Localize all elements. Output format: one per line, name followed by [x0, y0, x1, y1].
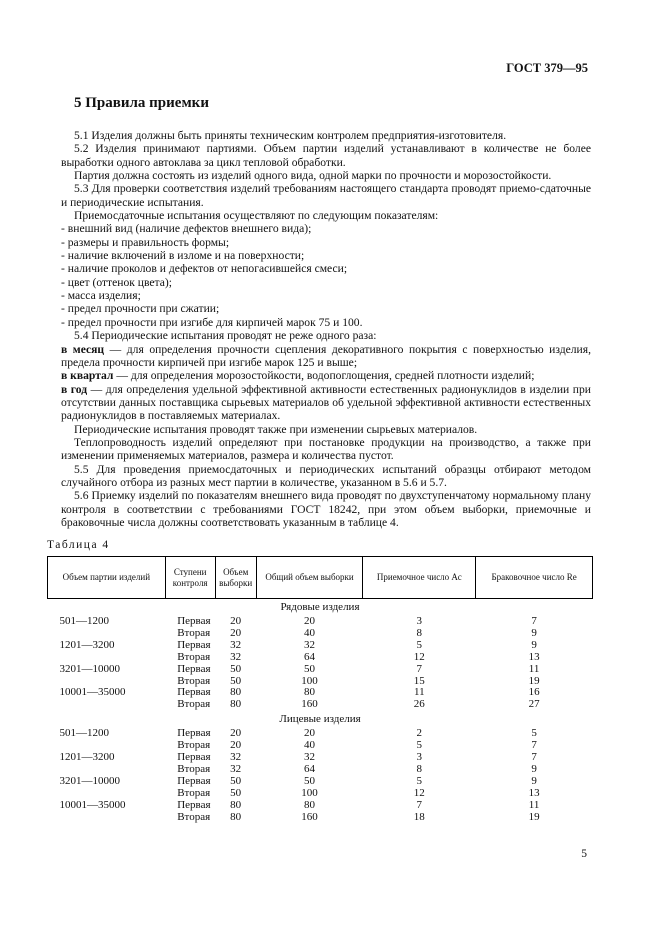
table-cell: 9 — [531, 638, 537, 651]
period-item — [61, 383, 591, 423]
table-cell: 20 — [304, 727, 316, 740]
paragraph: Периодические испытания проводят также при изменении сырьевых материалов. — [74, 422, 478, 436]
paragraph: 5.2 Изделия принимают партиями. Объем партии изделий устанавливают в количестве не более выработки одного автоклава за цикл тепловой обработки. — [61, 142, 591, 169]
table-cell: Первая — [177, 727, 211, 740]
table-cell: 501—1200 — [59, 615, 109, 627]
table-cell: 2 — [416, 727, 423, 740]
table-cell: 50 — [230, 774, 242, 787]
paragraph: Приемосдаточные испытания осуществляют по следующим показателям: — [74, 209, 439, 223]
list-item: - наличие включений в изломе и на поверхности; — [61, 249, 305, 263]
table-cell: 3 — [416, 615, 423, 627]
table-row — [48, 687, 593, 699]
table-cell: Первая — [177, 774, 211, 787]
table-cell: Первая — [177, 751, 211, 764]
table-cell: 32 — [230, 762, 242, 775]
list-item: - размеры и правильность формы; — [61, 235, 230, 249]
table-cell: Первая — [177, 615, 211, 627]
table-cell: 5 — [416, 739, 423, 752]
period-item — [61, 369, 591, 382]
table-cell: 9 — [531, 762, 537, 775]
table-cell: 20 — [304, 615, 316, 627]
table-cell: 11 — [414, 686, 425, 699]
table-caption: Таблица 4 — [47, 539, 110, 551]
table-cell: 26 — [413, 698, 425, 711]
group-label: Лицевые изделия — [279, 713, 361, 726]
list-item: - наличие проколов и дефектов от непогасившейся смеси; — [61, 262, 348, 276]
table-cell: 64 — [304, 762, 316, 775]
table-row — [48, 616, 593, 628]
table-row — [48, 664, 593, 676]
table-row — [48, 628, 593, 640]
table-cell: 3201—10000 — [59, 774, 120, 787]
paragraph: Теплопроводность изделий определяют при постановке продукции на производство, а также при изменении применяемых материалов, размера и количества пустот. — [61, 435, 591, 463]
table-cell: Первая — [177, 638, 211, 651]
table-cell: 100 — [301, 786, 318, 799]
table-cell: Вторая — [177, 786, 211, 799]
table-cell: Вторая — [177, 762, 211, 775]
table-cell: 3 — [416, 751, 423, 764]
table-cell: 40 — [304, 626, 316, 639]
table-row — [48, 752, 593, 764]
table-cell: 7 — [531, 615, 537, 627]
table-row — [48, 652, 593, 664]
table-cell: 12 — [413, 786, 425, 799]
list-item: - предел прочности при изгибе для кирпичей марок 75 и 100. — [61, 315, 363, 329]
table-cell: 19 — [528, 674, 540, 687]
column-header: Объем выборки — [215, 557, 256, 599]
table-cell: 160 — [301, 698, 318, 711]
table-cell: 5 — [416, 638, 423, 651]
period-term: в месяц — [61, 342, 105, 356]
page-number: 5 — [581, 848, 587, 860]
table-cell: 11 — [528, 798, 540, 811]
body-text — [61, 129, 591, 529]
table-cell: Вторая — [177, 626, 211, 639]
table-cell: 18 — [413, 810, 425, 823]
table-cell: 27 — [528, 698, 540, 711]
section-title: 5 Правила приемки — [74, 95, 209, 111]
table-row — [48, 640, 593, 652]
paragraph: 5.4 Периодические испытания проводят не реже одного раза: — [74, 329, 377, 343]
group-row — [48, 599, 593, 617]
table-cell: 1201—3200 — [59, 751, 115, 764]
period-text: — для определения прочности сцепления декоративного покрытия с поверхностью изделия, предела прочности кирпичей при изгибе марок 125 и выше; — [61, 342, 591, 369]
group-label: Рядовые изделия — [48, 599, 593, 617]
table-cell: 20 — [230, 727, 242, 740]
table-row — [48, 788, 593, 800]
table-row — [48, 699, 593, 711]
list-item: - масса изделия; — [61, 289, 141, 303]
table-cell: Первая — [177, 662, 211, 675]
table-cell: 7 — [531, 751, 537, 764]
table-cell: 5 — [531, 727, 537, 740]
table-row — [48, 776, 593, 788]
table-cell: 80 — [230, 798, 242, 811]
table-row — [48, 740, 593, 752]
table-cell: 501—1200 — [59, 727, 109, 740]
table-cell: 50 — [230, 786, 242, 799]
table-cell: 40 — [304, 739, 316, 752]
table-cell: 32 — [304, 638, 316, 651]
table-cell: 80 — [230, 810, 242, 823]
period-text: — для определения морозостойкости, водопоглощения, средней плотности изделий; — [116, 369, 535, 383]
table-cell — [48, 812, 166, 824]
paragraph: 5.5 Для проведения приемосдаточных и периодических испытаний образцы отбирают методом случайного отбора из разных мест партии в количестве, указанном в 5.6 и 5.7. — [61, 462, 591, 489]
column-header: Ступени контроля — [165, 557, 215, 599]
period-term: в квартал — [61, 369, 114, 383]
paragraph: Партия должна состоять из изделий одного вида, одной марки по прочности и морозостойкости. — [74, 169, 552, 183]
table-cell: 50 — [304, 662, 316, 675]
table-cell: 12 — [413, 650, 425, 663]
table-body — [48, 599, 593, 824]
table-cell: 32 — [230, 751, 242, 764]
sampling-table — [47, 556, 593, 824]
table-cell: Вторая — [177, 810, 211, 823]
table-cell: 9 — [531, 626, 537, 639]
table-cell: 10001—35000 — [59, 686, 126, 699]
table-cell: Вторая — [177, 698, 211, 711]
table-row — [48, 676, 593, 688]
table-cell — [48, 652, 166, 664]
period-text: — для определения удельной эффективной активности естественных радионуклидов в изделии при отсутствии данных поставщика сырьевых материалов об удельной эффективной активности естественных радионуклидов в поставляемых материалах. — [61, 382, 591, 423]
table-cell — [48, 699, 166, 711]
table-row — [48, 812, 593, 824]
table-cell: 50 — [230, 674, 242, 687]
table-cell: 80 — [230, 686, 242, 699]
table-cell: 10001—35000 — [59, 798, 126, 811]
table-cell: 50 — [230, 662, 242, 675]
table-cell: 3201—10000 — [59, 662, 120, 675]
table-cell: 5 — [416, 774, 423, 787]
table-cell: 32 — [304, 751, 316, 764]
table-cell: 20 — [230, 615, 242, 627]
table-cell: 13 — [528, 786, 540, 799]
document-code: ГОСТ 379—95 — [506, 61, 588, 75]
table-cell: 8 — [416, 762, 423, 775]
paragraph: 5.1 Изделия должны быть приняты техническим контролем предприятия-изготовителя. — [74, 129, 507, 142]
table-cell: Первая — [177, 686, 211, 699]
table-cell: 7 — [416, 798, 423, 811]
table-cell: 20 — [230, 739, 242, 752]
column-header: Объем партии изделий — [48, 557, 166, 599]
group-row — [48, 711, 593, 728]
table-cell: 100 — [301, 674, 318, 687]
table-cell: 160 — [301, 810, 318, 823]
table-cell: Вторая — [177, 674, 211, 687]
table-cell: Вторая — [177, 739, 211, 752]
table-cell: 80 — [230, 698, 242, 711]
table-cell: 13 — [528, 650, 540, 663]
table-cell: 1201—3200 — [59, 638, 115, 651]
table-cell: 11 — [528, 662, 540, 675]
table-cell: 32 — [230, 650, 242, 663]
column-header: Общий объем выборки — [256, 557, 363, 599]
paragraph: 5.3 Для проверки соответствия изделий требованиям настоящего стандарта проводят приемо-сдаточные и периодические испытания. — [61, 182, 591, 209]
table-cell: 7 — [531, 739, 537, 752]
table-cell: 15 — [413, 674, 425, 687]
table-row — [48, 728, 593, 740]
table-cell: Вторая — [177, 650, 211, 663]
table-cell: 80 — [304, 686, 316, 699]
table-cell: 64 — [304, 650, 316, 663]
table-cell: 32 — [230, 638, 242, 651]
list-item: - предел прочности при сжатии; — [61, 302, 220, 316]
table-cell: 9 — [531, 774, 537, 787]
table-cell: 16 — [528, 686, 540, 699]
table-row — [48, 764, 593, 776]
paragraph: 5.6 Приемку изделий по показателям внешнего вида проводят по двухступенчатому нормальному плану контроля в соответствии с требованиями ГОСТ 18242, при этом объем выборки, приемочные и браковочные числа должны соответствовать указанным в таблице 4. — [61, 489, 591, 529]
column-header: Приемочное число Ас — [363, 557, 476, 599]
column-header: Браковочное число Re — [476, 557, 593, 599]
table-cell: 20 — [230, 626, 242, 639]
list-item: - цвет (оттенок цвета); — [61, 275, 172, 289]
table-cell: 19 — [528, 810, 540, 823]
list-item: - внешний вид (наличие дефектов внешнего вида); — [61, 222, 312, 236]
table-cell: 50 — [304, 774, 316, 787]
table-cell: Первая — [177, 798, 211, 811]
table-cell: 8 — [416, 626, 423, 639]
table-row — [48, 800, 593, 812]
period-term: в год — [61, 382, 88, 396]
table-cell: 80 — [304, 798, 316, 811]
period-item — [61, 343, 591, 370]
table-cell: 7 — [416, 662, 423, 675]
table-cell — [48, 788, 166, 800]
